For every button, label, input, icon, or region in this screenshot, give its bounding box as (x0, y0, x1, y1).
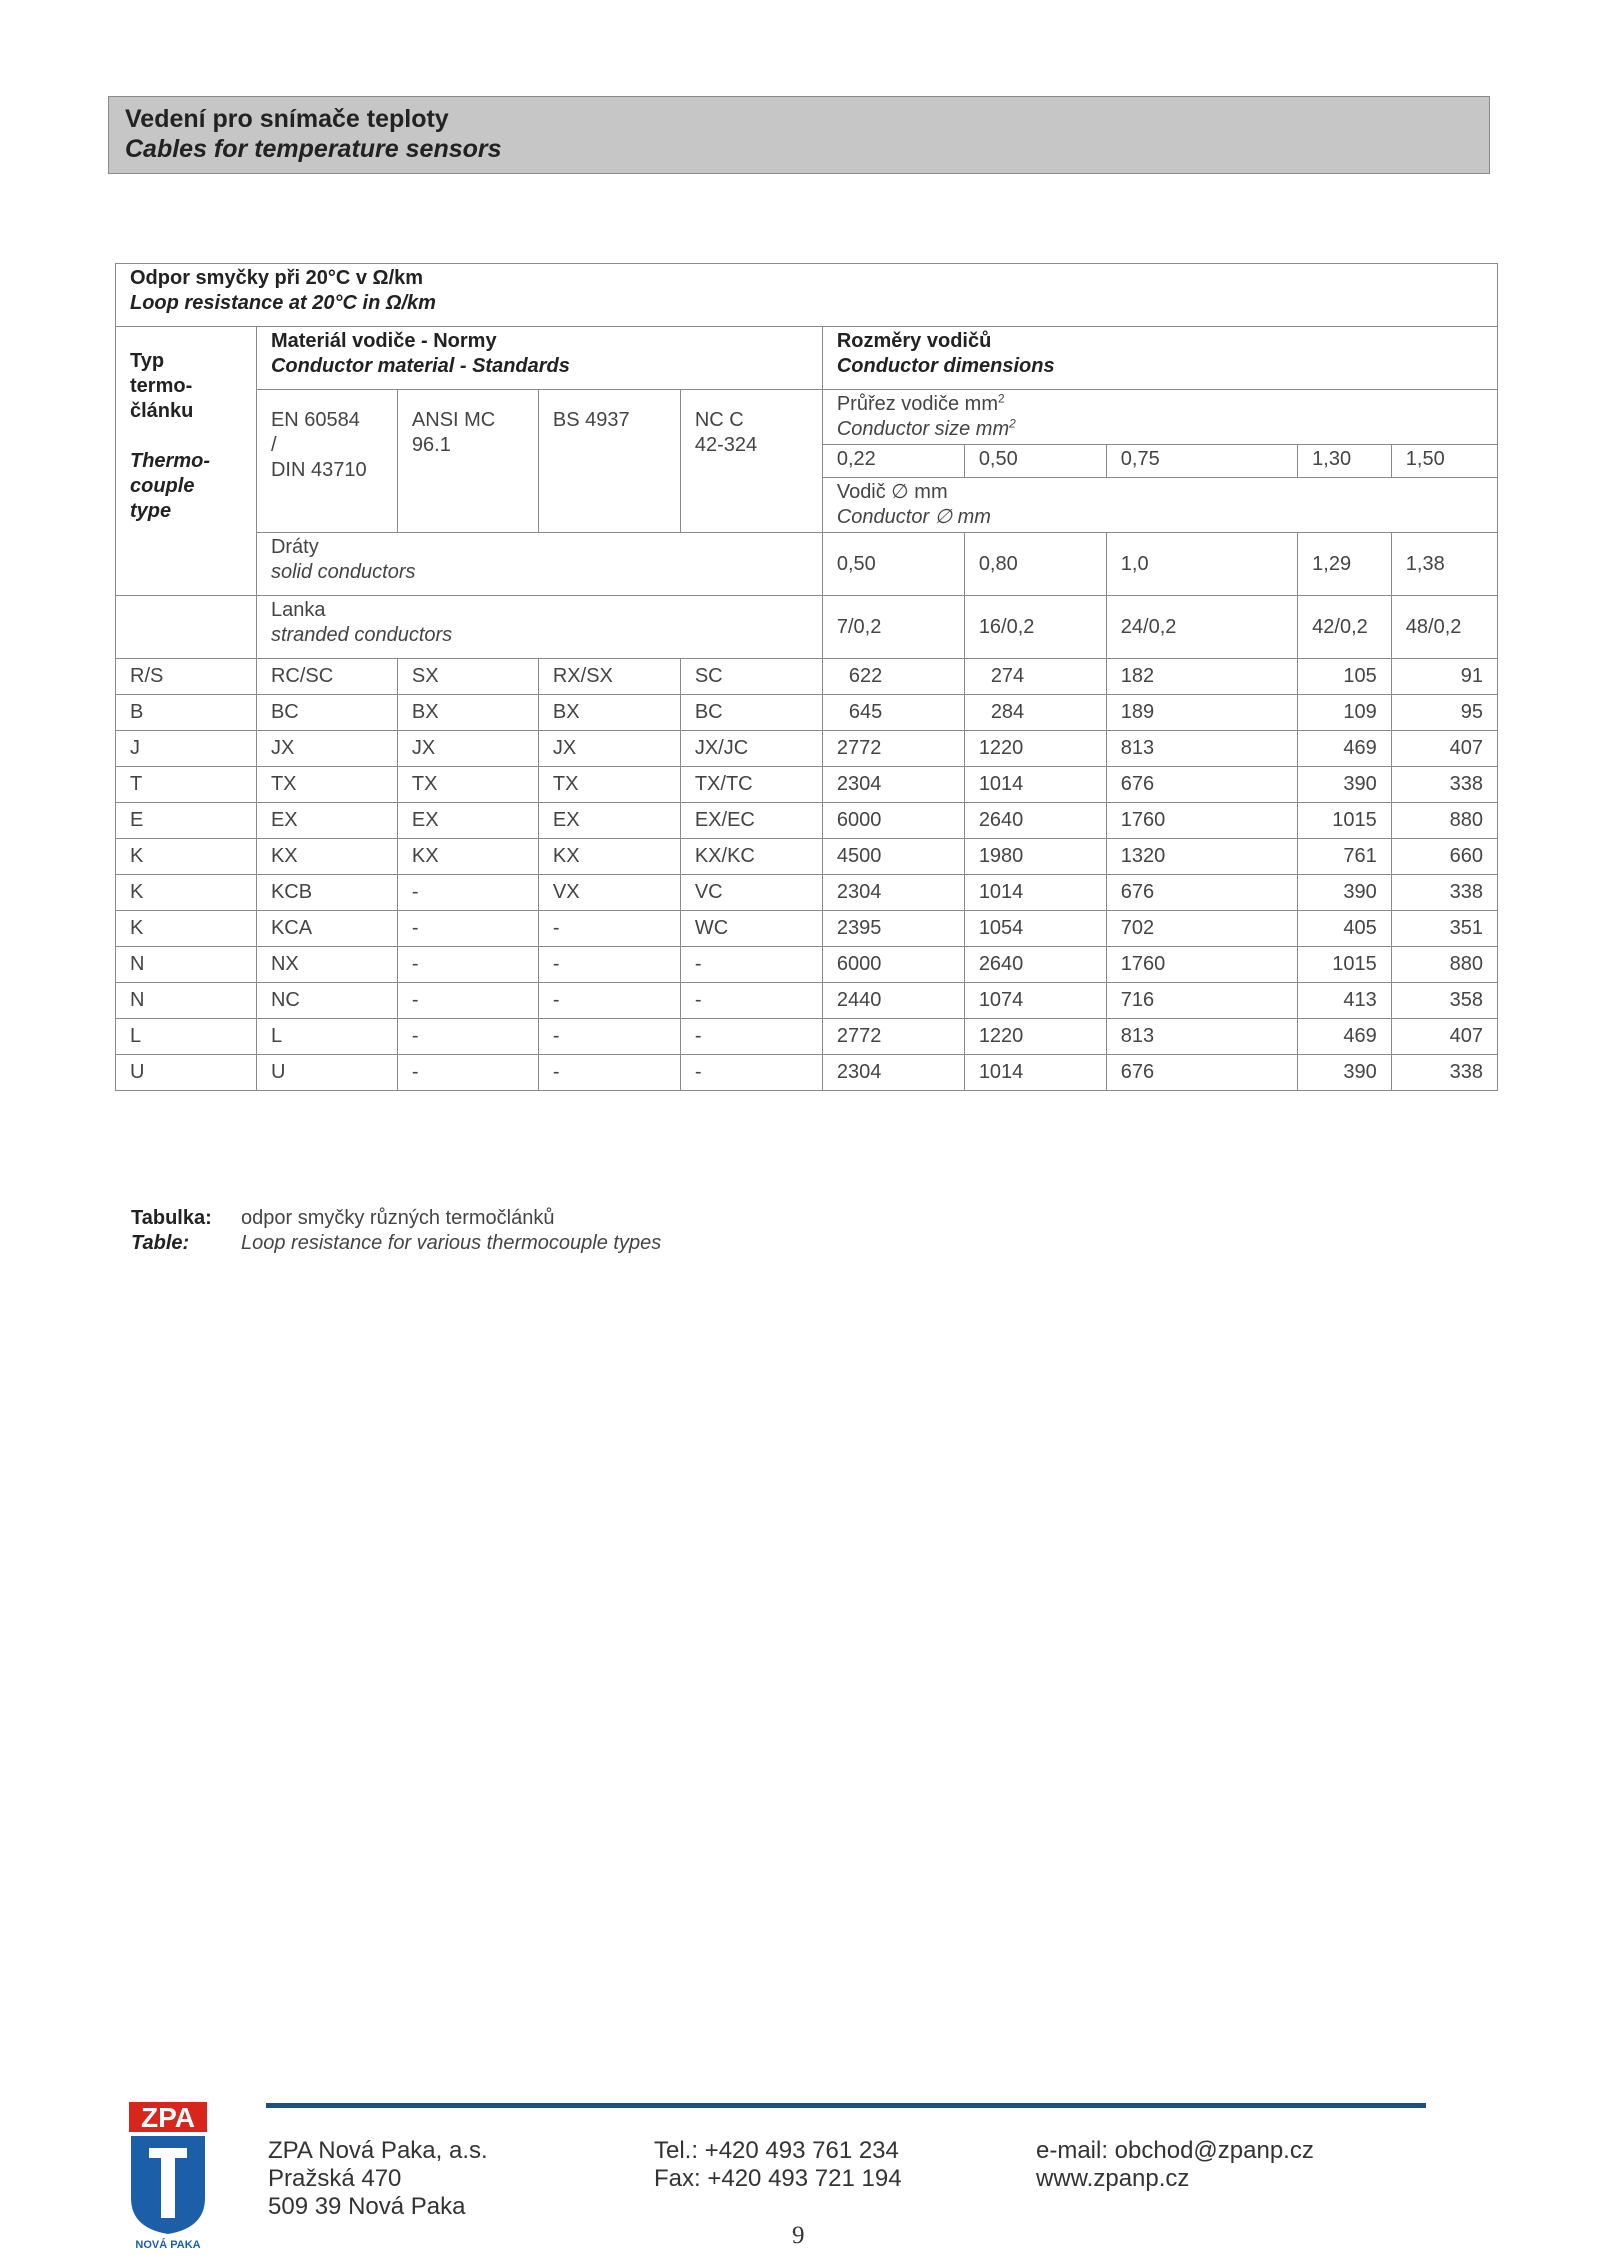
resistance-cell: 390 (1298, 1055, 1392, 1091)
resistance-cell: 645 (822, 695, 964, 731)
resistance-cell: 351 (1391, 911, 1497, 947)
resistance-cell: 622 (822, 659, 964, 695)
resistance-cell: 413 (1298, 983, 1392, 1019)
footer-web[interactable]: www.zpanp.cz (1036, 2165, 1190, 2192)
footer-contacts (1036, 2137, 1314, 2193)
standard-cell: - (538, 947, 680, 983)
table-title-cz: Odpor smyčky při 20°C v Ω/km (130, 267, 424, 289)
diameter-label-cz: Vodič ∅ mm (836, 481, 948, 503)
size-cell: 0,50 (964, 445, 1106, 478)
standard-cell: SX (397, 659, 538, 695)
resistance-cell: 761 (1298, 839, 1392, 875)
thermocouple-type-cell: K (116, 839, 257, 875)
resistance-cell: 1074 (964, 983, 1106, 1019)
table-row (116, 695, 1498, 731)
table-row (116, 767, 1498, 803)
resistance-cell: 2772 (822, 731, 964, 767)
standard-cell: - (397, 947, 538, 983)
table-row (116, 659, 1498, 695)
type-header-filler (116, 596, 257, 659)
caption-text-cz: odpor smyčky různých termočlánků (241, 1207, 555, 1229)
thermocouple-type-cell: N (116, 947, 257, 983)
solid-label-cz: Dráty (270, 536, 319, 558)
resistance-cell: 91 (1391, 659, 1497, 695)
resistance-cell: 1220 (964, 1019, 1106, 1055)
standard-ansi: ANSI MC 96.1 (397, 390, 538, 533)
resistance-cell: 274 (964, 659, 1106, 695)
standard-cell: U (256, 1055, 397, 1091)
dimensions-title-cz: Rozměry vodičů (836, 330, 992, 352)
stranded-label-cz: Lanka (270, 599, 326, 621)
standard-cell: - (397, 1019, 538, 1055)
resistance-cell: 1014 (964, 1055, 1106, 1091)
size-cell: 1,30 (1298, 445, 1392, 478)
resistance-cell: 813 (1106, 731, 1297, 767)
standard-cell: - (680, 1019, 822, 1055)
resistance-cell: 407 (1391, 1019, 1497, 1055)
standard-cell: - (680, 1055, 822, 1091)
thermocouple-type-cell: J (116, 731, 257, 767)
standard-cell: - (538, 1055, 680, 1091)
standard-cell: KX (256, 839, 397, 875)
standard-cell: JX (538, 731, 680, 767)
resistance-cell: 676 (1106, 875, 1297, 911)
logo-subtext: NOVÁ PAKA (135, 2239, 201, 2250)
stranded-value: 48/0,2 (1391, 596, 1497, 659)
loop-resistance-table (115, 263, 1498, 1091)
resistance-cell: 2640 (964, 803, 1106, 839)
footer-address (268, 2137, 488, 2221)
stranded-value: 16/0,2 (964, 596, 1106, 659)
thermocouple-type-cell: E (116, 803, 257, 839)
standard-cell: KX (538, 839, 680, 875)
resistance-cell: 6000 (822, 803, 964, 839)
resistance-cell: 407 (1391, 731, 1497, 767)
standard-cell: L (256, 1019, 397, 1055)
standard-cell: KX/KC (680, 839, 822, 875)
resistance-cell: 4500 (822, 839, 964, 875)
thermocouple-type-header (116, 327, 257, 596)
resistance-cell: 716 (1106, 983, 1297, 1019)
standard-cell: BX (538, 695, 680, 731)
resistance-cell: 338 (1391, 767, 1497, 803)
solid-value: 1,0 (1106, 533, 1297, 596)
material-title-cz: Materiál vodiče - Normy (270, 330, 497, 352)
table-row (116, 911, 1498, 947)
standard-cell: BC (680, 695, 822, 731)
resistance-cell: 95 (1391, 695, 1497, 731)
standard-cell: EX (397, 803, 538, 839)
footer-street: Pražská 470 (268, 2165, 402, 2192)
resistance-cell: 813 (1106, 1019, 1297, 1055)
resistance-cell: 182 (1106, 659, 1297, 695)
solid-label-en: solid conductors (270, 561, 416, 583)
header-title-cz: Vedení pro snímače teploty (125, 105, 449, 133)
resistance-cell: 1320 (1106, 839, 1297, 875)
footer-phones (654, 2137, 902, 2193)
resistance-cell: 2395 (822, 911, 964, 947)
table-row (116, 983, 1498, 1019)
caption-label-cz: Tabulka: (131, 1207, 212, 1229)
standard-cell: - (538, 911, 680, 947)
footer-fax: Fax: +420 493 721 194 (654, 2165, 902, 2192)
standard-cell: TX (256, 767, 397, 803)
solid-value: 0,50 (822, 533, 964, 596)
table-title (116, 264, 1498, 327)
resistance-cell: 469 (1298, 731, 1392, 767)
standard-cell: RC/SC (256, 659, 397, 695)
standard-cell: - (680, 947, 822, 983)
type-label-cz-1: Typ (130, 350, 165, 372)
resistance-cell: 2304 (822, 875, 964, 911)
resistance-cell: 1980 (964, 839, 1106, 875)
stranded-value: 42/0,2 (1298, 596, 1392, 659)
zpa-logo (127, 2100, 209, 2250)
standard-cell: NX (256, 947, 397, 983)
resistance-cell: 1760 (1106, 947, 1297, 983)
logo-text: ZPA (141, 2102, 195, 2133)
thermocouple-type-cell: L (116, 1019, 257, 1055)
table-title-en: Loop resistance at 20°C in Ω/km (130, 292, 436, 314)
resistance-cell: 880 (1391, 947, 1497, 983)
footer-city: 509 39 Nová Paka (268, 2193, 466, 2220)
thermocouple-type-cell: R/S (116, 659, 257, 695)
stranded-value: 7/0,2 (822, 596, 964, 659)
footer-company: ZPA Nová Paka, a.s. (268, 2137, 488, 2164)
material-header (256, 327, 822, 390)
resistance-cell: 1220 (964, 731, 1106, 767)
stranded-label-en: stranded conductors (270, 624, 453, 646)
resistance-cell: 1015 (1298, 803, 1392, 839)
resistance-cell: 676 (1106, 1055, 1297, 1091)
resistance-cell: 1014 (964, 875, 1106, 911)
table-caption (131, 1206, 661, 1256)
table-row (116, 803, 1498, 839)
standard-cell: EX (256, 803, 397, 839)
footer-divider (266, 2103, 1426, 2108)
standard-cell: BX (397, 695, 538, 731)
standard-cell: JX/JC (680, 731, 822, 767)
standard-cell: - (538, 1019, 680, 1055)
standard-cell: TX (538, 767, 680, 803)
resistance-cell: 105 (1298, 659, 1392, 695)
standard-cell: - (397, 875, 538, 911)
resistance-cell: 405 (1298, 911, 1392, 947)
standard-cell: TX/TC (680, 767, 822, 803)
dimensions-header (822, 327, 1497, 390)
thermocouple-type-cell: B (116, 695, 257, 731)
thermocouple-type-cell: U (116, 1055, 257, 1091)
resistance-cell: 284 (964, 695, 1106, 731)
material-title-en: Conductor material - Standards (270, 355, 570, 377)
resistance-cell: 390 (1298, 875, 1392, 911)
standard-cell: JX (256, 731, 397, 767)
thermocouple-type-cell: K (116, 875, 257, 911)
diameter-label-en: Conductor ∅ mm (836, 506, 991, 528)
type-label-en-1: Thermo- (130, 450, 210, 472)
standard-cell: RX/SX (538, 659, 680, 695)
table-row (116, 1055, 1498, 1091)
thermocouple-type-cell: K (116, 911, 257, 947)
standard-cell: VX (538, 875, 680, 911)
resistance-cell: 2640 (964, 947, 1106, 983)
resistance-cell: 1014 (964, 767, 1106, 803)
size-label-cz: Průřez vodiče mm (836, 393, 998, 415)
standard-cell: VC (680, 875, 822, 911)
standard-cell: - (397, 1055, 538, 1091)
size-cell: 1,50 (1391, 445, 1497, 478)
conductor-diameter-label (822, 478, 1497, 533)
solid-value: 1,38 (1391, 533, 1497, 596)
page-header (108, 96, 1490, 174)
standard-cell: KCB (256, 875, 397, 911)
resistance-cell: 2304 (822, 767, 964, 803)
standard-cell: JX (397, 731, 538, 767)
resistance-cell: 1015 (1298, 947, 1392, 983)
size-cell: 0,75 (1106, 445, 1297, 478)
resistance-cell: 2440 (822, 983, 964, 1019)
caption-text-en: Loop resistance for various thermocouple types (241, 1232, 662, 1254)
solid-value: 0,80 (964, 533, 1106, 596)
standard-cell: - (397, 983, 538, 1019)
standard-cell: - (538, 983, 680, 1019)
resistance-cell: 880 (1391, 803, 1497, 839)
standard-bs4937: BS 4937 (538, 390, 680, 533)
standard-en60584: EN 60584 / DIN 43710 (256, 390, 397, 533)
footer-email[interactable]: e-mail: obchod@zpanp.cz (1036, 2137, 1314, 2164)
resistance-cell: 6000 (822, 947, 964, 983)
resistance-cell: 702 (1106, 911, 1297, 947)
header-title-en: Cables for temperature sensors (125, 135, 502, 163)
resistance-cell: 676 (1106, 767, 1297, 803)
resistance-cell: 660 (1391, 839, 1497, 875)
standard-cell: BC (256, 695, 397, 731)
table-row (116, 1019, 1498, 1055)
resistance-cell: 2772 (822, 1019, 964, 1055)
table-row (116, 839, 1498, 875)
standard-cell: KX (397, 839, 538, 875)
standard-ncc: NC C 42-324 (680, 390, 822, 533)
table-row (116, 947, 1498, 983)
thermocouple-type-cell: N (116, 983, 257, 1019)
solid-conductors-label (256, 533, 822, 596)
resistance-cell: 1760 (1106, 803, 1297, 839)
standard-cell: TX (397, 767, 538, 803)
resistance-cell: 338 (1391, 875, 1497, 911)
type-label-cz-3: článku (130, 400, 194, 422)
resistance-cell: 338 (1391, 1055, 1497, 1091)
caption-label-en: Table: (131, 1232, 190, 1254)
standard-cell: - (397, 911, 538, 947)
resistance-cell: 109 (1298, 695, 1392, 731)
resistance-cell: 390 (1298, 767, 1392, 803)
table-row (116, 731, 1498, 767)
resistance-cell: 189 (1106, 695, 1297, 731)
stranded-value: 24/0,2 (1106, 596, 1297, 659)
size-label-en: Conductor size mm (836, 418, 1010, 440)
stranded-conductors-label (256, 596, 822, 659)
solid-value: 1,29 (1298, 533, 1392, 596)
standard-cell: SC (680, 659, 822, 695)
resistance-cell: 469 (1298, 1019, 1392, 1055)
type-label-cz-2: termo- (130, 375, 193, 397)
conductor-size-label: Průřez vodiče $mm^2$ Conductor size $mm^2$ (822, 390, 1497, 445)
type-label-en-2: couple (130, 475, 195, 497)
resistance-cell: 358 (1391, 983, 1497, 1019)
table-row (116, 875, 1498, 911)
dimensions-title-en: Conductor dimensions (836, 355, 1055, 377)
footer-tel: Tel.: +420 493 761 234 (654, 2137, 899, 2164)
standard-cell: EX/EC (680, 803, 822, 839)
standard-cell: NC (256, 983, 397, 1019)
standard-cell: KCA (256, 911, 397, 947)
size-cell: 0,22 (822, 445, 964, 478)
resistance-cell: 2304 (822, 1055, 964, 1091)
resistance-cell: 1054 (964, 911, 1106, 947)
page-number: 9 (792, 2222, 805, 2249)
standard-cell: WC (680, 911, 822, 947)
standard-cell: EX (538, 803, 680, 839)
type-label-en-3: type (130, 500, 172, 522)
thermocouple-type-cell: T (116, 767, 257, 803)
standard-cell: - (680, 983, 822, 1019)
